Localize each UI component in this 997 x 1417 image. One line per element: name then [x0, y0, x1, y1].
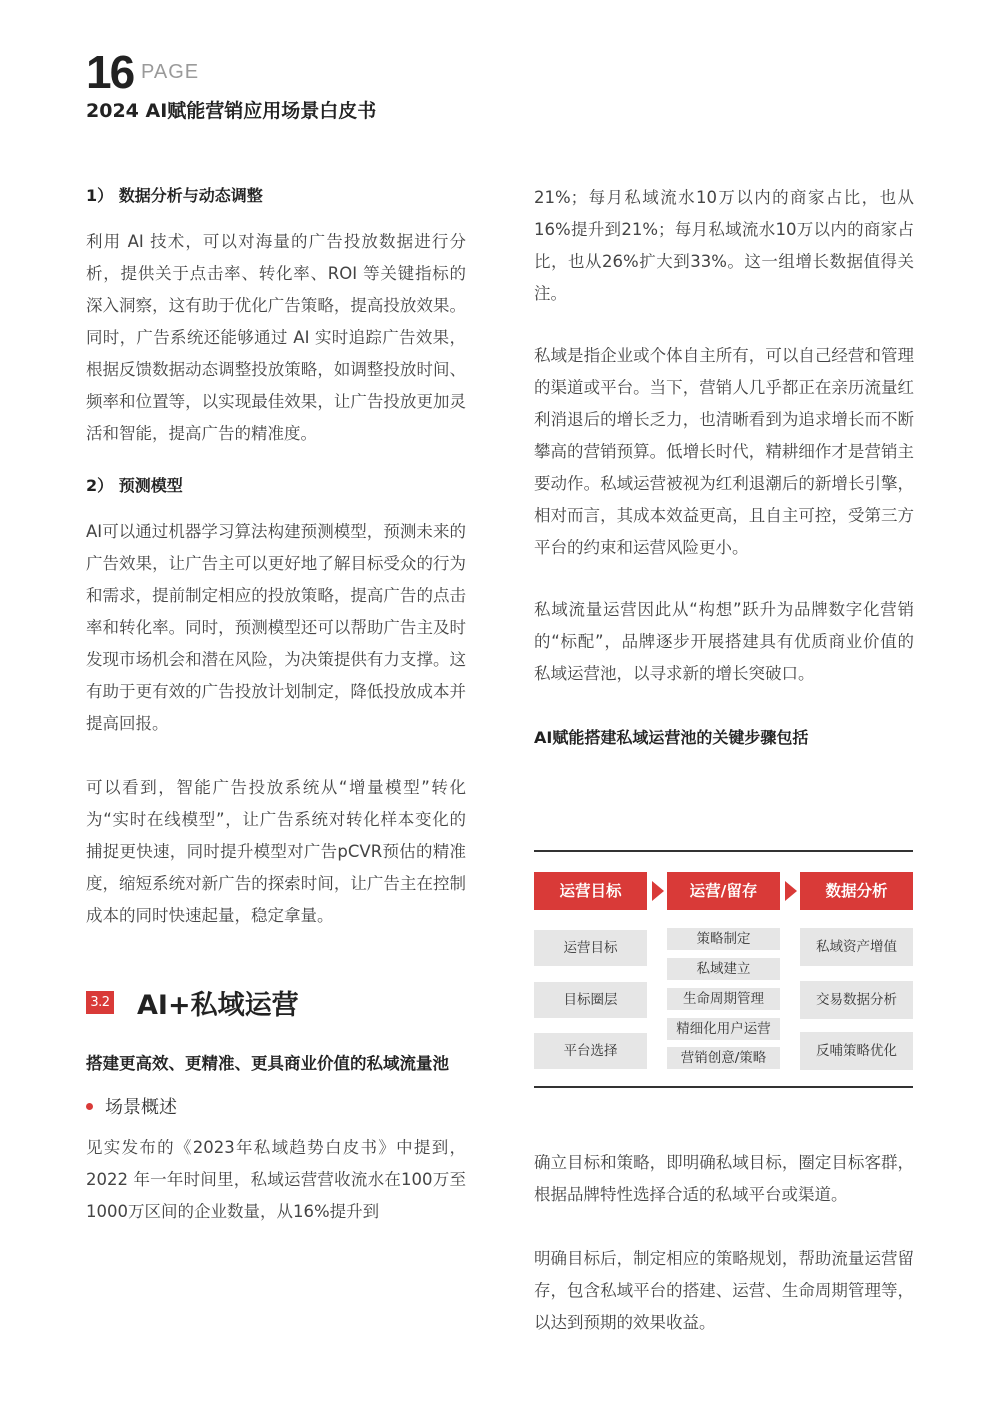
diagram-item: 营销创意/策略 — [667, 1047, 780, 1069]
paragraph-whitepaper-intro: 见实发布的《2023年私域趋势白皮书》中提到，2022 年一年时间里，私域运营营收流水在100万至1000万区间的企业数量，从16%提升到 — [86, 1138, 466, 1221]
diagram-item: 目标圈层 — [534, 982, 647, 1018]
diagram-head-goals: 运营目标 — [534, 872, 647, 910]
key-steps-diagram — [534, 850, 913, 1088]
page-number: 16 — [86, 46, 134, 98]
diagram-item: 交易数据分析 — [800, 981, 913, 1019]
diagram-head-retention: 运营/留存 — [667, 872, 780, 910]
paragraph-smart-ad-system: 可以看到，智能广告投放系统从“增量模型”转化为“实时在线模型”，让广告系统对转化样本变化的捕捉更快速，同时提升模型对广告pCVR预估的精准度，缩短系统对新广告的探索时间，让广告主在控制成本的同时快速起量，稳定拿量。 — [86, 778, 466, 925]
paragraph-private-domain-definition: 私域是指企业或个体自主所有，可以自己经营和管理的渠道或平台。当下，营销人几乎都正在亲历流量红利消退后的增长乏力，也清晰看到为追求增长而不断攀高的营销预算。低增长时代，精耕细作才是营销主要动作。私域运营被视为红利退潮后的新增长引擎，相对而言，其成本效益更高，且自主可控，受第三方平台的约束和运营风险更小。 — [534, 346, 914, 557]
paragraph-private-traffic-standard: 私域流量运营因此从“构想”跃升为品牌数字化营销的“标配”，品牌逐步开展搭建具有优质商业价值的私域运营池，以寻求新的增长突破口。 — [534, 600, 914, 683]
section-heading — [86, 982, 466, 1022]
diagram-item: 私域建立 — [667, 958, 780, 980]
paragraph-prediction-model: AI可以通过机器学习算法构建预测模型，预测未来的广告效果，让广告主可以更好地了解目标受众的行为和需求，提前制定相应的投放策略，提高广告的点击率和转化率。同时，预测模型还可以帮助广告主及时发现市场机会和潜在风险，为决策提供有力支撑。这有助于更有效的广告投放计划制定，降低投放成本并提高回报。 — [86, 522, 466, 733]
diagram-arrow-icon — [652, 881, 664, 901]
subheading-data-analysis: 1） 数据分析与动态调整 — [86, 186, 263, 205]
paragraph-strategy-planning: 明确目标后，制定相应的策略规划，帮助流量运营留存，包含私域平台的搭建、运营、生命周期管理等，以达到预期的效果收益。 — [534, 1249, 914, 1332]
diagram-item: 反哺策略优化 — [800, 1032, 913, 1070]
diagram-item: 生命周期管理 — [667, 988, 780, 1010]
diagram-item: 精细化用户运营 — [667, 1018, 780, 1040]
diagram-item: 平台选择 — [534, 1033, 647, 1069]
diagram-item: 策略制定 — [667, 928, 780, 950]
diagram-item: 运营目标 — [534, 930, 647, 966]
right-column-lower — [534, 1147, 914, 1339]
section-title: AI+私域运营 — [137, 989, 299, 1021]
paragraph-set-goals: 确立目标和策略，即明确私域目标，圈定目标客群，根据品牌特性选择合适的私域平台或渠道。 — [534, 1153, 914, 1204]
right-column — [534, 182, 914, 752]
paragraph-growth-data: 21%；每月私域流水10万以内的商家占比，也从16%提升到21%；每月私域流水10万以内的商家占比，也从26%扩大到33%。这一组增长数据值得关注。 — [534, 188, 914, 303]
left-column — [86, 182, 466, 1228]
subheading-prediction-model: 2） 预测模型 — [86, 476, 183, 495]
subheading-private-traffic-pool: 搭建更高效、更精准、更具商业价值的私域流量池 — [86, 1054, 449, 1073]
diagram-head-analysis: 数据分析 — [800, 872, 913, 910]
bullet-dot-icon — [86, 1103, 93, 1110]
page-label: PAGE — [141, 61, 200, 83]
diagram-item: 私域资产增值 — [800, 928, 913, 966]
bullet-scenario-overview — [86, 1090, 466, 1122]
document-title: 2024 AI赋能营销应用场景白皮书 — [86, 100, 377, 122]
paragraph-data-analysis: 利用 AI 技术，可以对海量的广告投放数据进行分析，提供关于点击率、转化率、ROI 等关键指标的深入洞察，这有助于优化广告策略，提高投放效果。同时，广告系统还能够通过 AI 实时追踪广告效果，根据反馈数据动态调整投放策略，如调整投放时间、频率和位置等，以实现最佳效果，让广告投放更加灵活和智能，提高广告的精准度。 — [86, 232, 466, 443]
subheading-key-steps: AI赋能搭建私域运营池的关键步骤包括 — [534, 728, 809, 747]
section-number-badge: 3.2 — [86, 991, 114, 1014]
bullet-label: 场景概述 — [105, 1097, 177, 1118]
diagram-arrow-icon — [785, 881, 797, 901]
